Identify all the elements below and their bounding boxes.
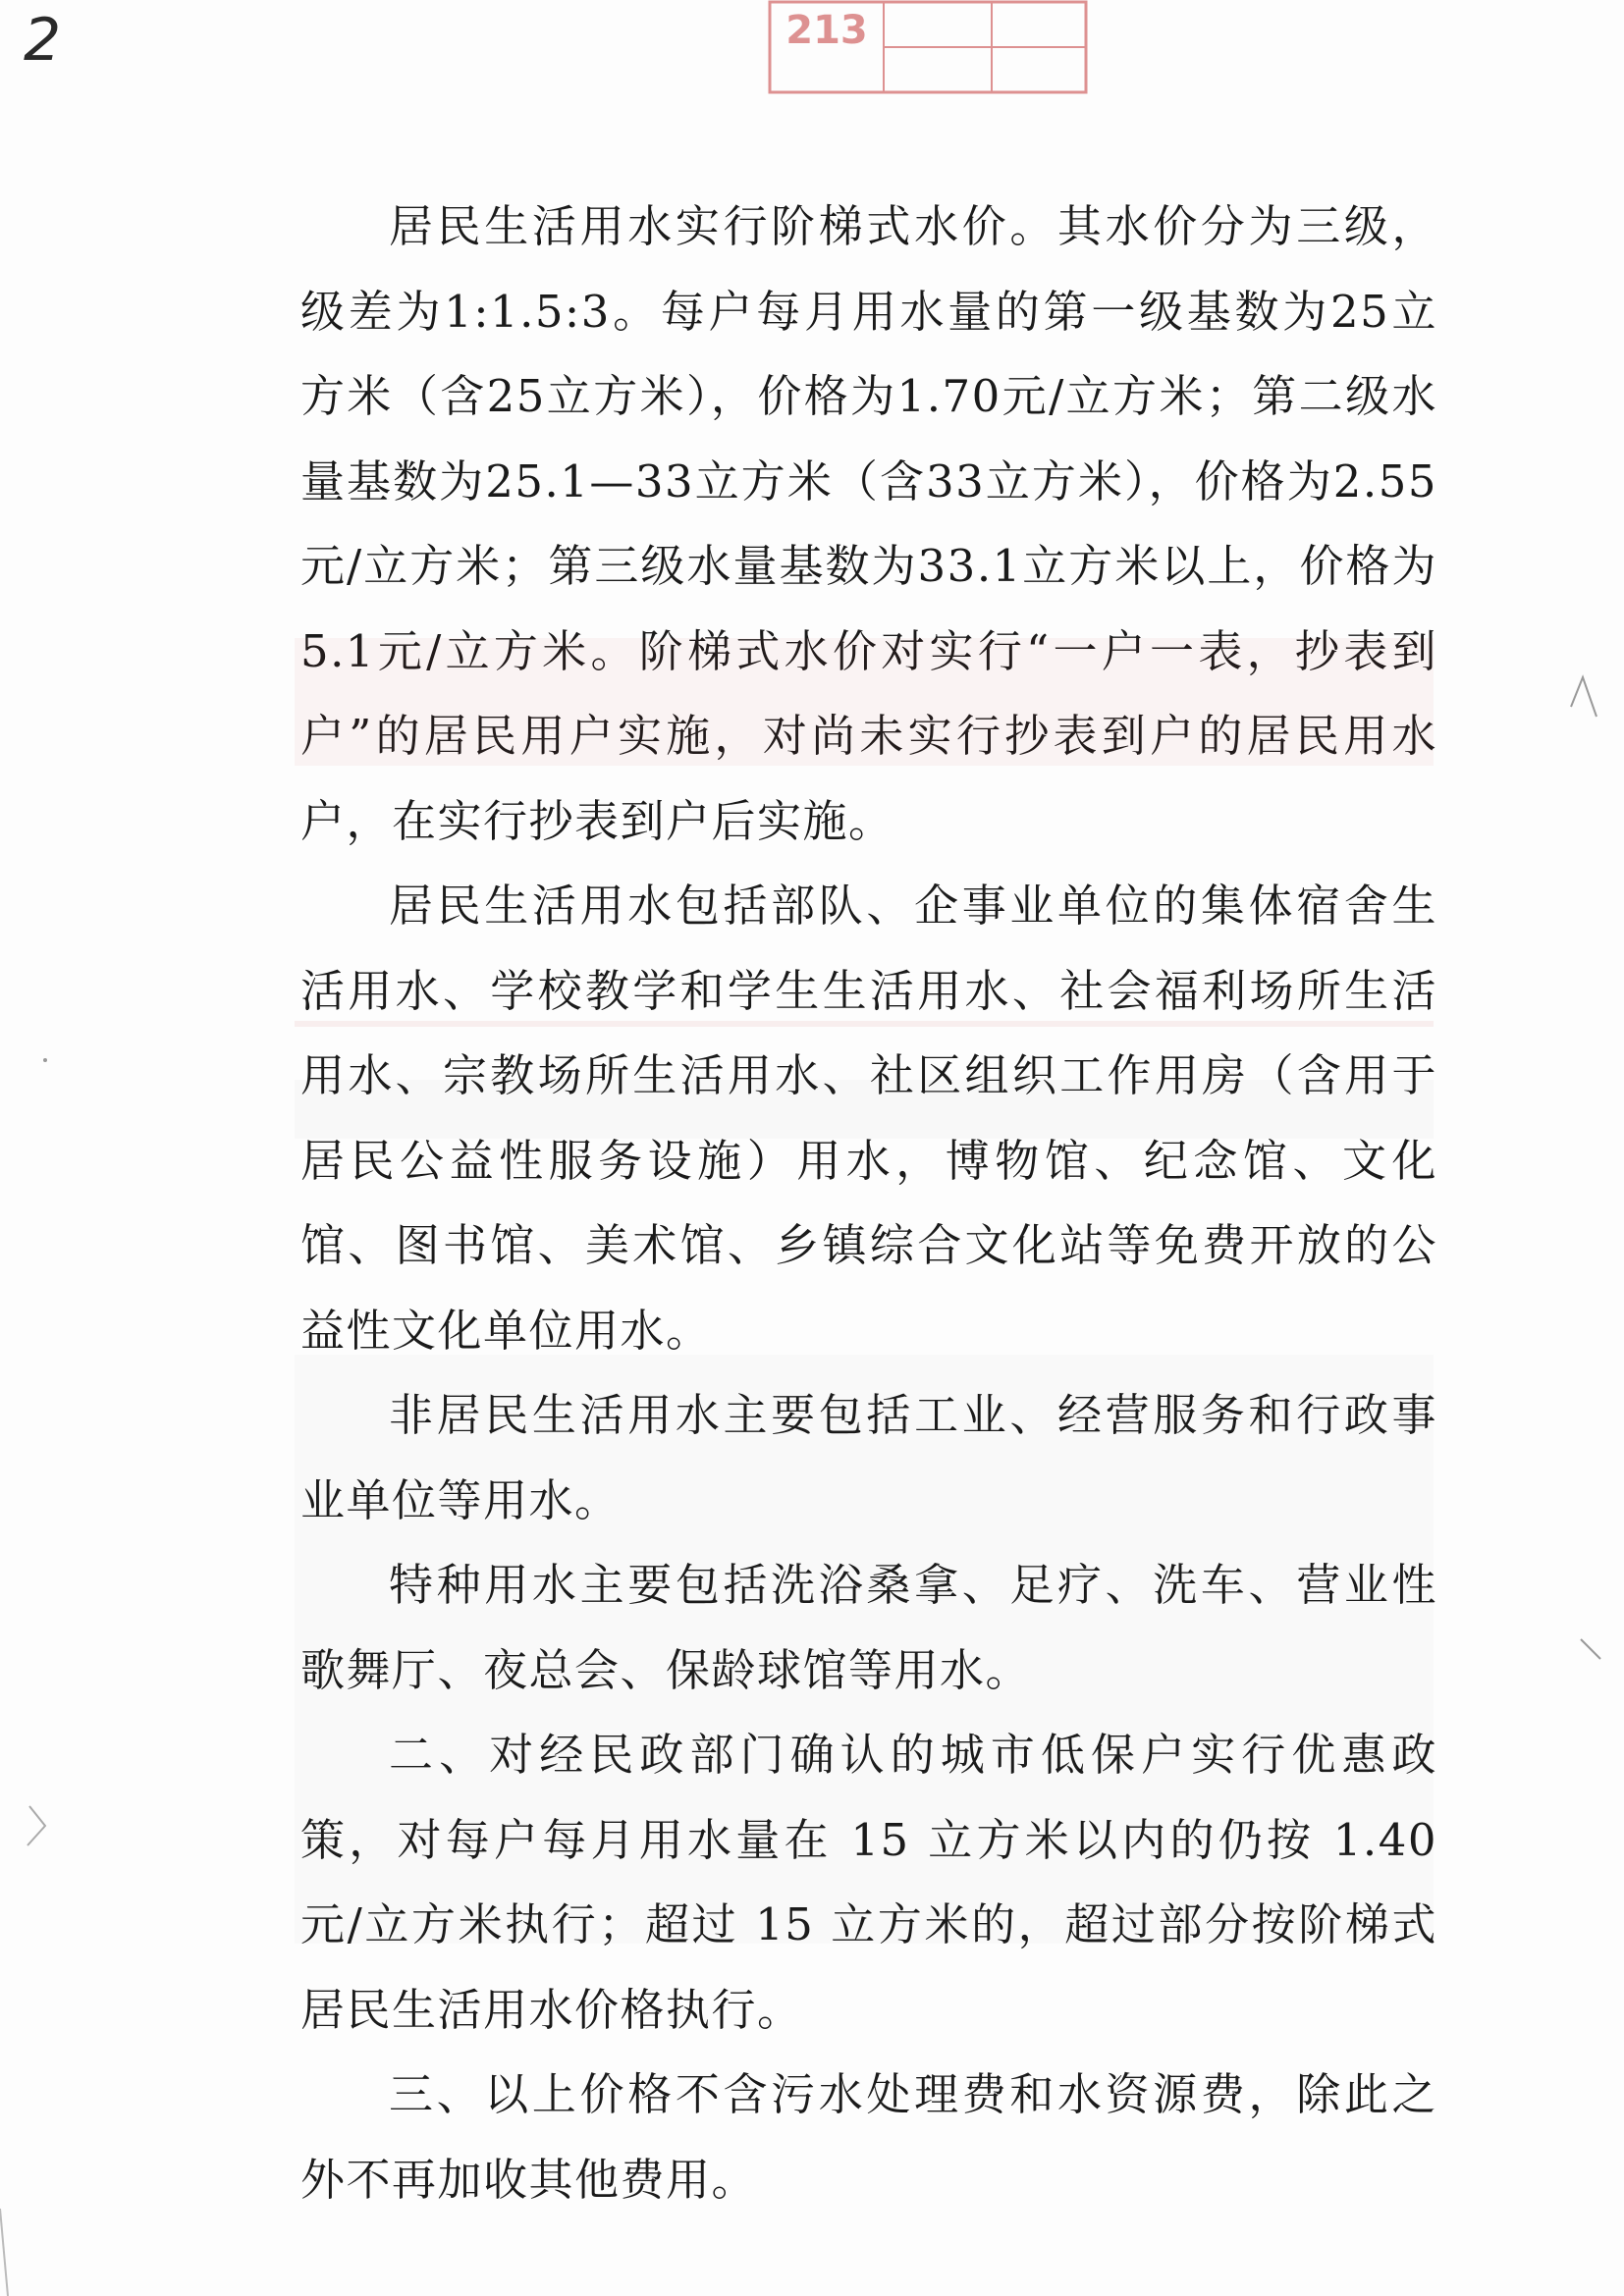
paragraph-fee-exclusions: 三、以上价格不含污水处理费和水资源费，除此之外不再加收其他费用。	[300, 2068, 1437, 2206]
paragraph-tiered-pricing: 居民生活用水实行阶梯式水价。其水价分为三级，级差为1:1.5:3。每户每月用水量的第一级基数为25立方米（含25立方米），价格为1.70元/立方米；第二级水量基数为25.1—33立方米（含33立方米），价格为2.55元/立方米；第三级水量基数为33.1立方米以上，价格为5.1元/立方米。阶梯式水价对实行“一户一表，抄表到户”的居民用户实施，对尚未实行抄表到户的居民用水户，在实行抄表到户后实施。	[300, 200, 1437, 847]
handwritten-page-number: 2	[24, 6, 62, 75]
paragraph-low-income-policy: 二、对经民政部门确认的城市低保户实行优惠政策，对每户每月用水量在 15 立方米以内的仍按 1.40 元/立方米执行；超过 15 立方米的，超过部分按阶梯式居民生活用水价格执行。	[300, 1729, 1437, 2036]
paragraph-non-residential: 非居民生活用水主要包括工业、经营服务和行政事业单位等用水。	[300, 1389, 1437, 1526]
paragraph-residential-scope: 居民生活用水包括部队、企事业单位的集体宿舍生活用水、学校教学和学生生活用水、社会福利场所生活用水、宗教场所生活用水、社区组织工作用房（含用于居民公益性服务设施）用水，博物馆、纪念馆、文化馆、图书馆、美术馆、乡镇综合文化站等免费开放的公益性文化单位用水。	[300, 880, 1437, 1357]
stamp-number: 213	[785, 8, 868, 53]
paragraph-special-water: 特种用水主要包括洗浴桑拿、足疗、洗车、营业性歌舞厅、夜总会、保龄球馆等用水。	[300, 1559, 1437, 1696]
